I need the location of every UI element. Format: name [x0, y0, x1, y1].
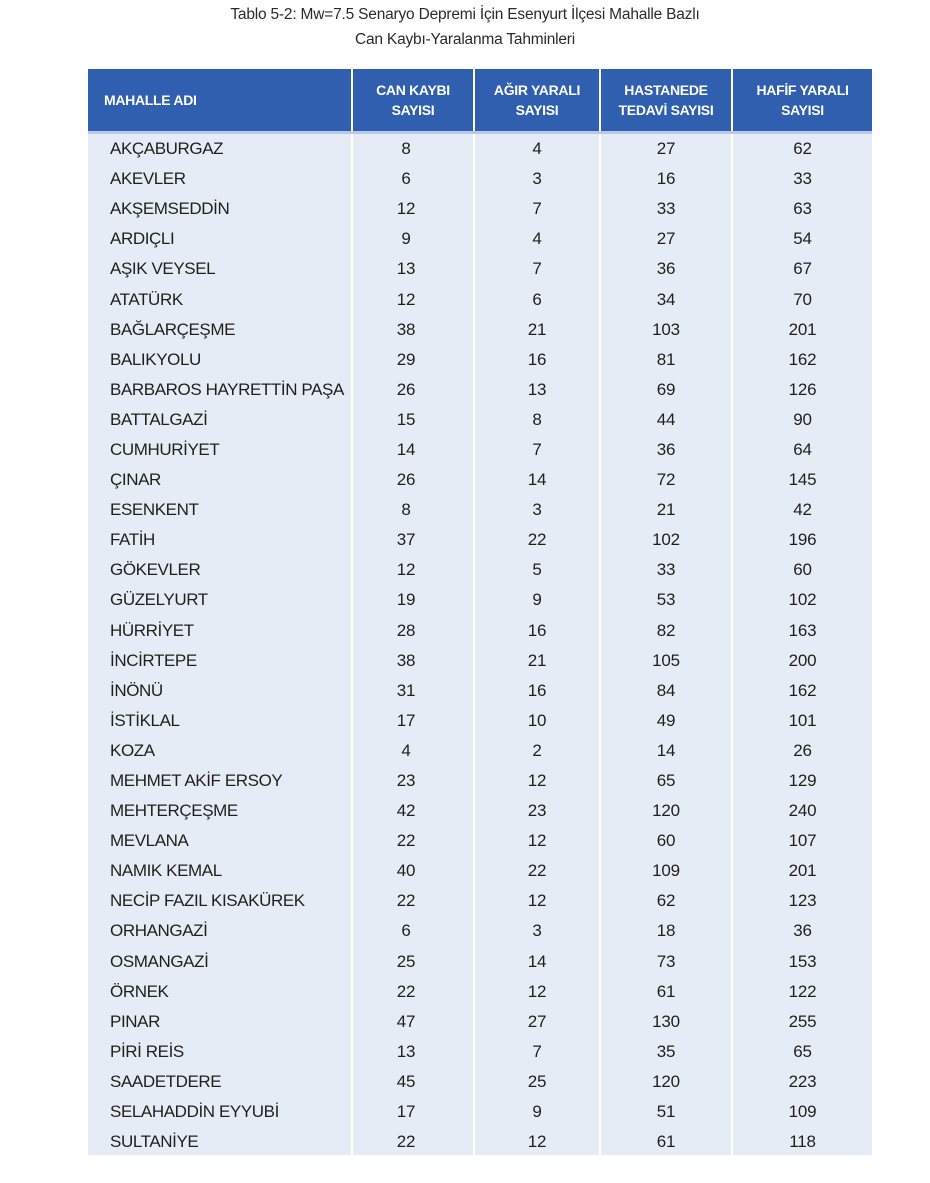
cell-severe-injury: 13: [474, 375, 600, 405]
cell-neighborhood: BATTALGAZİ: [110, 409, 208, 429]
cell-hospital-treatment: 27: [600, 224, 732, 254]
cell-neighborhood: NECİP FAZIL KISAKÜREK: [110, 891, 305, 911]
cell-severe-injury: 3: [474, 164, 600, 194]
table-row: [88, 826, 872, 856]
cell-severe-injury: 14: [474, 947, 600, 977]
cell-death-count: 23: [352, 766, 474, 796]
cell-death-count: 19: [352, 585, 474, 615]
cell-minor-injury: 201: [732, 856, 872, 886]
cell-severe-injury: 21: [474, 646, 600, 676]
cell-minor-injury: 153: [732, 947, 872, 977]
header-line: SAYISI: [515, 102, 559, 118]
cell-severe-injury: 12: [474, 1127, 600, 1157]
cell-minor-injury: 129: [732, 766, 872, 796]
table-row: [88, 676, 872, 706]
header-line: CAN KAYBI: [376, 82, 450, 98]
cell-neighborhood: MEHTERÇEŞME: [110, 801, 238, 821]
table-row: [88, 1037, 872, 1067]
cell-death-count: 12: [352, 284, 474, 314]
cell-hospital-treatment: 73: [600, 947, 732, 977]
table-body: [88, 134, 872, 1157]
caption-line-2: Can Kaybı-Yaralanma Tahminleri: [354, 31, 575, 48]
cell-neighborhood: SULTANİYE: [110, 1132, 199, 1152]
cell-severe-injury: 14: [474, 465, 600, 495]
cell-severe-injury: 7: [474, 1037, 600, 1067]
cell-neighborhood: AKŞEMSEDDİN: [110, 199, 230, 219]
cell-hospital-treatment: 120: [600, 1067, 732, 1097]
table-row: [88, 375, 872, 405]
header-neighborhood-name: [88, 69, 352, 131]
cell-severe-injury: 16: [474, 676, 600, 706]
cell-neighborhood: İSTİKLAL: [110, 710, 180, 730]
cell-neighborhood: SELAHADDİN EYYUBİ: [110, 1102, 279, 1122]
table-row: [88, 405, 872, 435]
table-row: [88, 796, 872, 826]
cell-severe-injury: 12: [474, 977, 600, 1007]
table-row: [88, 194, 872, 224]
cell-neighborhood: SAADETDERE: [110, 1071, 222, 1091]
casualty-table: [88, 69, 872, 1157]
header-line: HAFİF YARALI: [756, 82, 849, 98]
cell-minor-injury: 67: [732, 254, 872, 284]
cell-hospital-treatment: 81: [600, 345, 732, 375]
cell-neighborhood: ARDIÇLI: [110, 229, 175, 249]
cell-hospital-treatment: 44: [600, 405, 732, 435]
cell-minor-injury: 118: [732, 1127, 872, 1157]
table-row: [88, 134, 872, 164]
cell-death-count: 22: [352, 826, 474, 856]
cell-severe-injury: 7: [474, 194, 600, 224]
cell-death-count: 26: [352, 465, 474, 495]
table-row: [88, 164, 872, 194]
cell-minor-injury: 26: [732, 736, 872, 766]
cell-neighborhood: AKÇABURGAZ: [110, 139, 224, 159]
table-row: [88, 856, 872, 886]
cell-minor-injury: 63: [732, 194, 872, 224]
table-row: [88, 766, 872, 796]
cell-death-count: 40: [352, 856, 474, 886]
cell-neighborhood: FATİH: [110, 530, 155, 550]
cell-hospital-treatment: 35: [600, 1037, 732, 1067]
cell-minor-injury: 122: [732, 977, 872, 1007]
cell-hospital-treatment: 102: [600, 525, 732, 555]
cell-neighborhood: BAĞLARÇEŞME: [110, 319, 236, 339]
cell-hospital-treatment: 36: [600, 254, 732, 284]
header-line: AĞIR YARALI: [493, 82, 581, 98]
cell-severe-injury: 4: [474, 224, 600, 254]
cell-death-count: 26: [352, 375, 474, 405]
cell-hospital-treatment: 36: [600, 435, 732, 465]
cell-minor-injury: 70: [732, 284, 872, 314]
cell-hospital-treatment: 34: [600, 284, 732, 314]
table-row: [88, 1127, 872, 1157]
cell-neighborhood: ATATÜRK: [110, 289, 183, 309]
cell-neighborhood: HÜRRİYET: [110, 620, 194, 640]
header-line: MAHALLE ADI: [104, 92, 197, 108]
table-caption: [0, 2, 930, 52]
cell-neighborhood: PİRİ REİS: [110, 1041, 184, 1061]
cell-severe-injury: 16: [474, 345, 600, 375]
cell-neighborhood: AŞIK VEYSEL: [110, 259, 216, 279]
cell-minor-injury: 107: [732, 826, 872, 856]
cell-severe-injury: 25: [474, 1067, 600, 1097]
cell-severe-injury: 23: [474, 796, 600, 826]
cell-minor-injury: 36: [732, 916, 872, 946]
cell-minor-injury: 109: [732, 1097, 872, 1127]
cell-death-count: 6: [352, 916, 474, 946]
table-row: [88, 495, 872, 525]
cell-neighborhood: AKEVLER: [110, 169, 186, 189]
cell-minor-injury: 145: [732, 465, 872, 495]
cell-severe-injury: 4: [474, 134, 600, 164]
cell-neighborhood: ESENKENT: [110, 500, 199, 520]
cell-severe-injury: 27: [474, 1007, 600, 1037]
cell-severe-injury: 3: [474, 495, 600, 525]
cell-neighborhood: İNÖNÜ: [110, 680, 163, 700]
cell-hospital-treatment: 82: [600, 616, 732, 646]
table-row: [88, 947, 872, 977]
cell-death-count: 15: [352, 405, 474, 435]
cell-neighborhood: MEVLANA: [110, 831, 189, 851]
cell-neighborhood: ÖRNEK: [110, 981, 169, 1001]
cell-hospital-treatment: 105: [600, 646, 732, 676]
cell-hospital-treatment: 62: [600, 886, 732, 916]
cell-severe-injury: 12: [474, 766, 600, 796]
table-row: [88, 224, 872, 254]
header-line: TEDAVİ SAYISI: [618, 102, 714, 118]
cell-neighborhood: GÜZELYURT: [110, 590, 208, 610]
cell-neighborhood: PINAR: [110, 1011, 160, 1031]
casualty-table-container: [88, 69, 872, 1155]
caption-line-1: Tablo 5-2: Mw=7.5 Senaryo Depremi İçin Esenyurt İlçesi Mahalle Bazlı: [230, 6, 700, 23]
table-row: [88, 525, 872, 555]
table-header: [88, 69, 872, 134]
cell-death-count: 22: [352, 886, 474, 916]
cell-death-count: 42: [352, 796, 474, 826]
cell-death-count: 17: [352, 706, 474, 736]
cell-minor-injury: 255: [732, 1007, 872, 1037]
table-row: [88, 886, 872, 916]
cell-minor-injury: 201: [732, 315, 872, 345]
cell-death-count: 8: [352, 134, 474, 164]
table-row: [88, 977, 872, 1007]
cell-neighborhood: KOZA: [110, 740, 155, 760]
cell-severe-injury: 3: [474, 916, 600, 946]
table-row: [88, 916, 872, 946]
cell-hospital-treatment: 69: [600, 375, 732, 405]
cell-severe-injury: 21: [474, 315, 600, 345]
cell-severe-injury: 22: [474, 525, 600, 555]
table-row: [88, 254, 872, 284]
cell-severe-injury: 22: [474, 856, 600, 886]
cell-minor-injury: 62: [732, 134, 872, 164]
cell-minor-injury: 162: [732, 345, 872, 375]
table-row: [88, 706, 872, 736]
cell-severe-injury: 7: [474, 254, 600, 284]
cell-hospital-treatment: 103: [600, 315, 732, 345]
cell-hospital-treatment: 120: [600, 796, 732, 826]
cell-minor-injury: 54: [732, 224, 872, 254]
cell-minor-injury: 65: [732, 1037, 872, 1067]
cell-severe-injury: 5: [474, 555, 600, 585]
table-row: [88, 555, 872, 585]
table-row: [88, 284, 872, 314]
cell-neighborhood: NAMIK KEMAL: [110, 861, 222, 881]
header-line: SAYISI: [391, 102, 435, 118]
cell-death-count: 29: [352, 345, 474, 375]
table-row: [88, 1007, 872, 1037]
header-severe-injury-count: [474, 69, 600, 131]
cell-minor-injury: 162: [732, 676, 872, 706]
cell-hospital-treatment: 18: [600, 916, 732, 946]
cell-hospital-treatment: 33: [600, 194, 732, 224]
table-row: [88, 616, 872, 646]
header-line: SAYISI: [781, 102, 824, 118]
cell-death-count: 31: [352, 676, 474, 706]
cell-death-count: 6: [352, 164, 474, 194]
cell-severe-injury: 12: [474, 826, 600, 856]
cell-death-count: 45: [352, 1067, 474, 1097]
cell-hospital-treatment: 53: [600, 585, 732, 615]
cell-severe-injury: 8: [474, 405, 600, 435]
cell-severe-injury: 10: [474, 706, 600, 736]
cell-minor-injury: 60: [732, 555, 872, 585]
header-line: HASTANEDE: [624, 82, 708, 98]
table-row: [88, 646, 872, 676]
cell-hospital-treatment: 65: [600, 766, 732, 796]
cell-neighborhood: ÇINAR: [110, 470, 161, 490]
cell-neighborhood: ORHANGAZİ: [110, 921, 208, 941]
cell-death-count: 38: [352, 646, 474, 676]
cell-hospital-treatment: 21: [600, 495, 732, 525]
table-row: [88, 465, 872, 495]
cell-hospital-treatment: 61: [600, 977, 732, 1007]
header-row: [88, 69, 872, 131]
cell-death-count: 25: [352, 947, 474, 977]
cell-severe-injury: 9: [474, 585, 600, 615]
cell-minor-injury: 126: [732, 375, 872, 405]
table-row: [88, 315, 872, 345]
cell-hospital-treatment: 130: [600, 1007, 732, 1037]
cell-hospital-treatment: 16: [600, 164, 732, 194]
cell-hospital-treatment: 27: [600, 134, 732, 164]
cell-minor-injury: 200: [732, 646, 872, 676]
cell-neighborhood: OSMANGAZİ: [110, 951, 209, 971]
cell-minor-injury: 102: [732, 585, 872, 615]
cell-hospital-treatment: 51: [600, 1097, 732, 1127]
cell-hospital-treatment: 109: [600, 856, 732, 886]
cell-neighborhood: BARBAROS HAYRETTİN PAŞA: [110, 379, 344, 399]
cell-death-count: 8: [352, 495, 474, 525]
cell-death-count: 47: [352, 1007, 474, 1037]
cell-minor-injury: 123: [732, 886, 872, 916]
cell-neighborhood: CUMHURİYET: [110, 439, 220, 459]
table-row: [88, 585, 872, 615]
table-row: [88, 736, 872, 766]
cell-minor-injury: 33: [732, 164, 872, 194]
cell-death-count: 17: [352, 1097, 474, 1127]
cell-death-count: 13: [352, 254, 474, 284]
cell-death-count: 14: [352, 435, 474, 465]
cell-death-count: 13: [352, 1037, 474, 1067]
cell-minor-injury: 90: [732, 405, 872, 435]
cell-hospital-treatment: 84: [600, 676, 732, 706]
header-death-count: [352, 69, 474, 131]
cell-neighborhood: İNCİRTEPE: [110, 650, 197, 670]
cell-death-count: 28: [352, 616, 474, 646]
cell-severe-injury: 9: [474, 1097, 600, 1127]
cell-hospital-treatment: 49: [600, 706, 732, 736]
cell-minor-injury: 223: [732, 1067, 872, 1097]
header-hospital-treatment-count: [600, 69, 732, 131]
cell-minor-injury: 196: [732, 525, 872, 555]
cell-death-count: 22: [352, 1127, 474, 1157]
cell-hospital-treatment: 61: [600, 1127, 732, 1157]
cell-severe-injury: 6: [474, 284, 600, 314]
header-minor-injury-count: [732, 69, 872, 131]
cell-minor-injury: 163: [732, 616, 872, 646]
cell-death-count: 12: [352, 555, 474, 585]
cell-severe-injury: 16: [474, 616, 600, 646]
cell-minor-injury: 64: [732, 435, 872, 465]
cell-death-count: 38: [352, 315, 474, 345]
cell-death-count: 12: [352, 194, 474, 224]
cell-minor-injury: 42: [732, 495, 872, 525]
table-row: [88, 1097, 872, 1127]
cell-neighborhood: BALIKYOLU: [110, 349, 201, 369]
cell-neighborhood: MEHMET AKİF ERSOY: [110, 771, 283, 791]
cell-hospital-treatment: 72: [600, 465, 732, 495]
cell-minor-injury: 101: [732, 706, 872, 736]
table-row: [88, 1067, 872, 1097]
cell-hospital-treatment: 14: [600, 736, 732, 766]
cell-hospital-treatment: 33: [600, 555, 732, 585]
cell-death-count: 22: [352, 977, 474, 1007]
cell-severe-injury: 12: [474, 886, 600, 916]
cell-death-count: 9: [352, 224, 474, 254]
table-row: [88, 345, 872, 375]
cell-minor-injury: 240: [732, 796, 872, 826]
cell-death-count: 4: [352, 736, 474, 766]
cell-death-count: 37: [352, 525, 474, 555]
cell-severe-injury: 7: [474, 435, 600, 465]
cell-severe-injury: 2: [474, 736, 600, 766]
cell-neighborhood: GÖKEVLER: [110, 560, 201, 580]
table-row: [88, 435, 872, 465]
cell-hospital-treatment: 60: [600, 826, 732, 856]
